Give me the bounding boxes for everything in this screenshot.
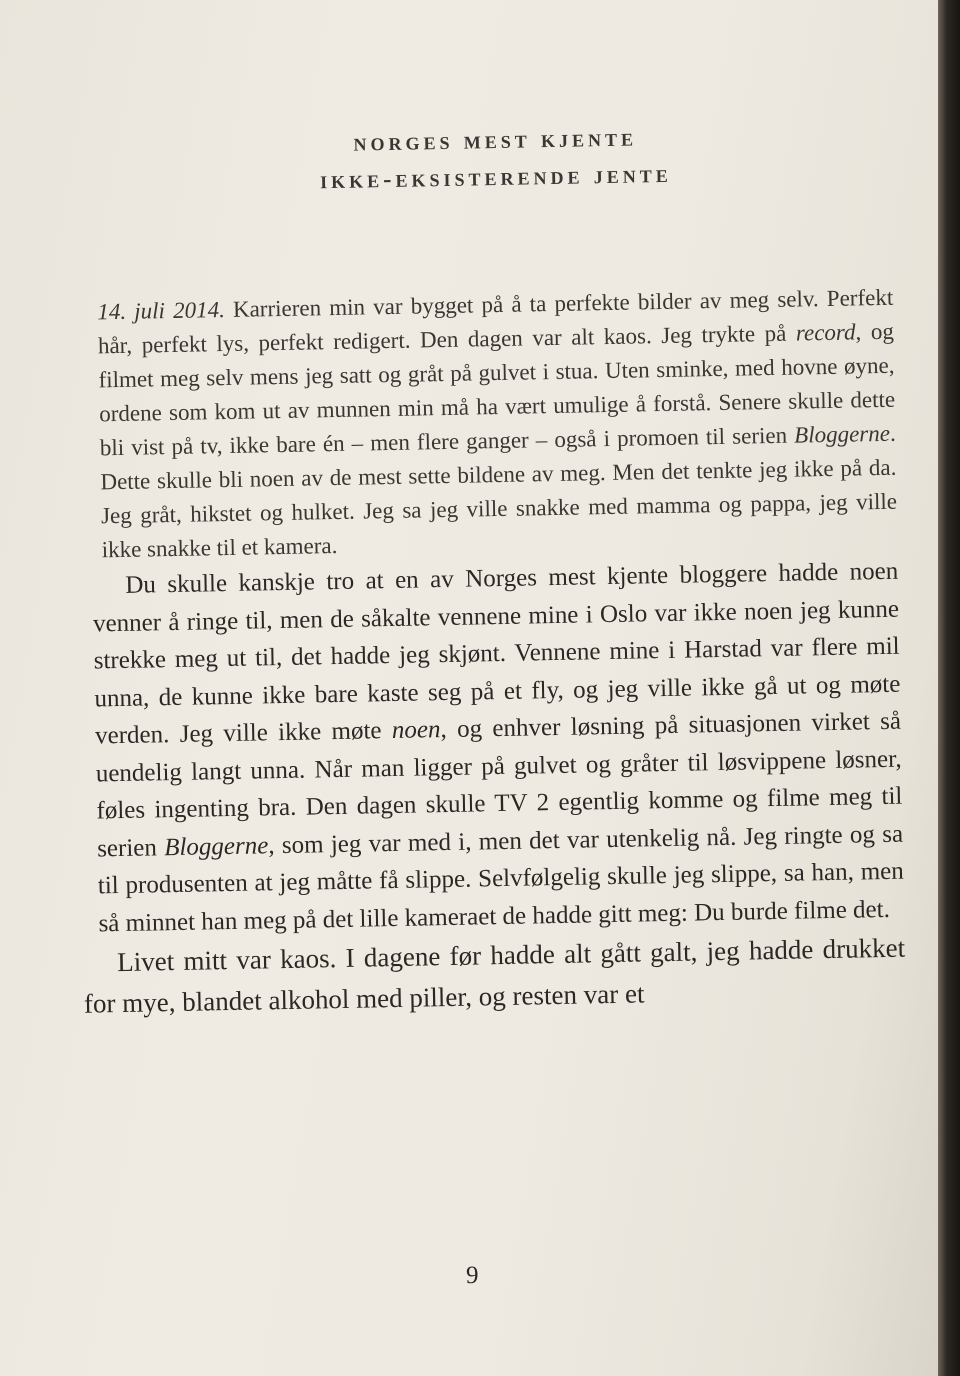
paragraph-1-text-a: Karrieren min var bygget på å ta perfekte bilder av meg selv. Perfekt hår, perfekt lys, perfekt redigert. Den dagen var alt kaos. Jeg trykte på	[97, 284, 894, 359]
paragraph-2-emphasis-a: noen	[391, 716, 441, 745]
entry-date: 14. juli 2014.	[97, 297, 226, 325]
paragraph-3-text-a: Livet mitt var kaos. I dagene før hadde alt gått galt, jeg hadde drukket for mye, blandet alkohol med piller, og resten var et	[83, 932, 906, 1019]
page-content	[60, 115, 906, 1025]
chapter-title	[60, 115, 891, 204]
paragraph-2-text-a: Du skulle kanskje tro at en av Norges mest kjente bloggere hadde noen venner å ringe til, men de såkalte vennene mine i Oslo var ikke noen jeg kunne strekke meg ut til, det hadde jeg skjønt. Vennene mine i Harstad var flere mil unna, de kunne ikke bare kaste seg på et fly, og jeg ville ikke gå ut og møte verden. Jeg ville ikke møte	[92, 557, 901, 750]
paragraph-1-text-b: , og filmet meg selv mens jeg satt og gråt på gulvet i stua. Uten sminke, med hovne øyne, ordene som kom ut av munnen min må ha vært umulige å forstå. Senere skulle dette bli vist på tv, ikke bare én – men flere ganger – også i promoen til serien	[98, 318, 896, 461]
paragraph-2-emphasis-b: Bloggerne	[163, 831, 269, 861]
page-number: 9	[466, 1262, 479, 1289]
chapter-title-line-2: ikke-eksisterende jente	[319, 160, 672, 195]
paragraph-2	[68, 553, 905, 943]
paragraph-1-emphasis-a: record	[795, 319, 856, 346]
paragraph-1-text-c: . Dette skulle bli noen av de mest sette bildene av meg. Men det tenkte jeg ikke på da. Jeg gråt, hikstet og hulket. Jeg sa jeg ville snakke med mamma og pappa, jeg ville ikke snakke til et kamera.	[100, 420, 898, 563]
chapter-title-line-1: norges mest kjente	[353, 124, 638, 157]
body-text	[63, 281, 906, 1025]
paragraph-2-text-c: , som jeg var med i, men det var utenkelig nå. Jeg ringte og sa til produsenten at jeg måtte få slippe. Selvfølgelig skulle jeg slippe, sa han, men så minnet han meg på det lille kameraet de hadde gitt meg: Du burde filme det.	[97, 820, 904, 937]
book-edge-shadow	[938, 0, 960, 1376]
paragraph-1	[63, 281, 898, 568]
paragraph-3	[75, 928, 906, 1025]
paragraph-2-text-b: , og enhver løsning på situasjonen virket så uendelig langt unna. Når man ligger på gulvet og gråter til løsvippene løsner, føles ingenting bra. Den dagen skulle TV 2 egentlig komme og filme meg til serien	[95, 707, 903, 862]
paragraph-1-emphasis-b: Bloggerne	[793, 420, 891, 448]
